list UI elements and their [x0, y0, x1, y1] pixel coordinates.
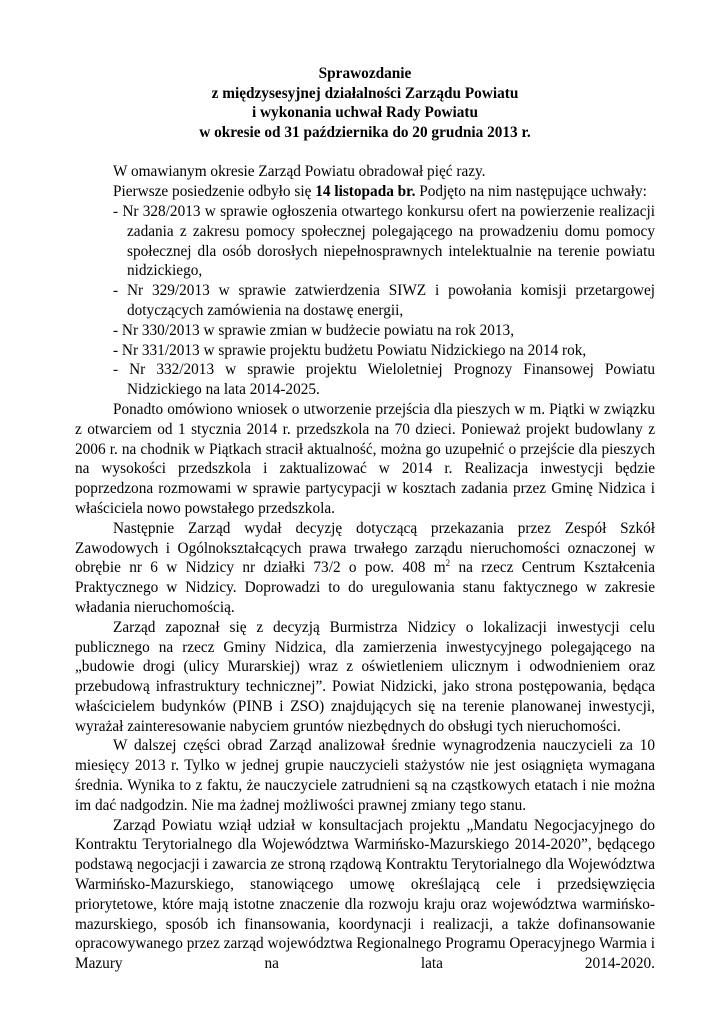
decision-text: Następnie Zarząd wydał decyzję dotyczącą przekazania przez Zespół Szkół Zawodowych i Ogólnokształcących prawa trwałego zarządu nieruchomości oznaczonej w obrębie nr 6 w Nidzicy nr działki 73/2 o pow. 408 m: [75, 519, 655, 577]
burmistrz-decision-paragraph: Zarząd zapoznał się z decyzją Burmistrza Nidzicy o lokalizacji inwestycji celu publicznego na rzecz Gminy Nidzica, dla zamierzenia inwestycyjnego polegającego na „budowie drogi (ulicy Murarskiej) wraz z oświetleniem ulicznym i odwodnieniem oraz przebudową infrastruktury technicznej”. Powiat Nidzicki, jako strona postępowania, będąca właścicielem budynków (PINB i ZSO) znajdujących się na terenie planowanej inwestycji, wyrażał zainteresowanie nabyciem gruntów niezbędnych do obsługi tych nieruchomości.: [75, 618, 655, 735]
crossing-paragraph: Ponadto omówiono wniosek o utworzenie przejścia dla pieszych w m. Piątki w związku z otwarciem od 1 stycznia 2014 r. przedszkola na 70 dzieci. Ponieważ projekt budowlany z 2006 r. na chodnik w Piątkach stracił aktualność, można go uzupełnić o przejście dla pieszych na wysokości przedszkola i zaktualizować w 2014 r. Realizacja inwestycji będzie poprzedzona rozmowami w sprawie partycypacji w kosztach zadania przez Gminę Nidzica i właściciela nowo powstałego przedszkola.: [75, 400, 655, 517]
decision-paragraph: [75, 519, 655, 618]
resolution-item: - Nr 331/2013 w sprawie projektu budżetu Powiatu Nidzickiego na 2014 rok,: [113, 341, 587, 359]
title-line-4: w okresie od 31 października do 20 grudnia 2013 r.: [199, 123, 531, 141]
report-title: [75, 64, 655, 142]
resolution-item: - Nr 332/2013 w sprawie projektu Wieloletniej Prognozy Finansowej Powiatu Nidzickiego na lata 2014-2025.: [113, 361, 655, 399]
first-meeting-text-end: Podjęto na nim następujące uchwały:: [415, 183, 647, 201]
intro-paragraph: W omawianym okresie Zarząd Powiatu obradował pięć razy.: [113, 163, 486, 181]
first-meeting-text: Pierwsze posiedzenie odbyło się: [113, 183, 316, 201]
first-meeting-paragraph: [75, 182, 655, 202]
area-unit-superscript: 2: [445, 558, 451, 569]
resolution-item: - Nr 330/2013 w sprawie zmian w budżecie powiatu na rok 2013,: [113, 321, 515, 339]
title-line-1: Sprawozdanie: [318, 65, 412, 82]
resolutions-list: [75, 202, 655, 400]
decision-text-end: na rzecz Centrum Kształcenia Praktycznego w Nidzicy. Doprowadzi to do uregulowania stanu faktycznego w zakresie władania nieruchomością.: [75, 559, 655, 616]
resolution-item: - Nr 328/2013 w sprawie ogłoszenia otwartego konkursu ofert na powierzenie realizacji zadania z zakresu pomocy społecznej polegającego na prowadzeniu domu pomocy społecznej dla osób dorosłych niepełnosprawnych intelektualnie na terenie powiatu nidzickiego,: [113, 202, 655, 280]
consultations-paragraph: Zarząd Powiatu wziął udział w konsultacjach projektu „Mandatu Negocjacyjnego do Kontraktu Terytorialnego dla Województwa Warmińsko-Mazurskiego 2014-2020”, będącego podstawą negocjacji i zawarcia ze stroną rządową Kontraktu Terytorialnego dla Województwa Warmińsko-Mazurskiego, stanowiącego umowę określającą cele i przedsięwzięcia priorytetowe, które mają istotne znaczenie dla rozwoju kraju oraz województwa warmińsko-mazurskiego, sposób ich finansowania, koordynacji i realizacji, a także dofinansowanie opracowywanego przez zarząd województwa Regionalnego Programu Operacyjnego Warmia i Mazury na lata 2014-2020.: [75, 816, 655, 973]
title-line-3: i wykonania uchwał Rady Powiatu: [251, 104, 479, 122]
resolution-item: - Nr 329/2013 w sprawie zatwierdzenia SIWZ i powołania komisji przetargowej dotyczących zamówienia na dostawę energii,: [113, 282, 655, 319]
salaries-paragraph: W dalszej części obrad Zarząd analizował średnie wynagrodzenia nauczycieli za 10 miesięcy 2013 r. Tylko w jednej grupie nauczycieli stażystów nie jest osiągnięta wymagana średnia. Wynika to z faktu, że nauczyciele zatrudnieni są na cząstkowych etatach i nie można im dać nadgodzin. Nie ma żadnej możliwości prawnej zmiany tego stanu.: [75, 737, 655, 814]
title-line-2: z międzysesyjnej działalności Zarządu Powiatu: [211, 84, 519, 102]
first-meeting-date: 14 listopada br.: [315, 183, 416, 201]
